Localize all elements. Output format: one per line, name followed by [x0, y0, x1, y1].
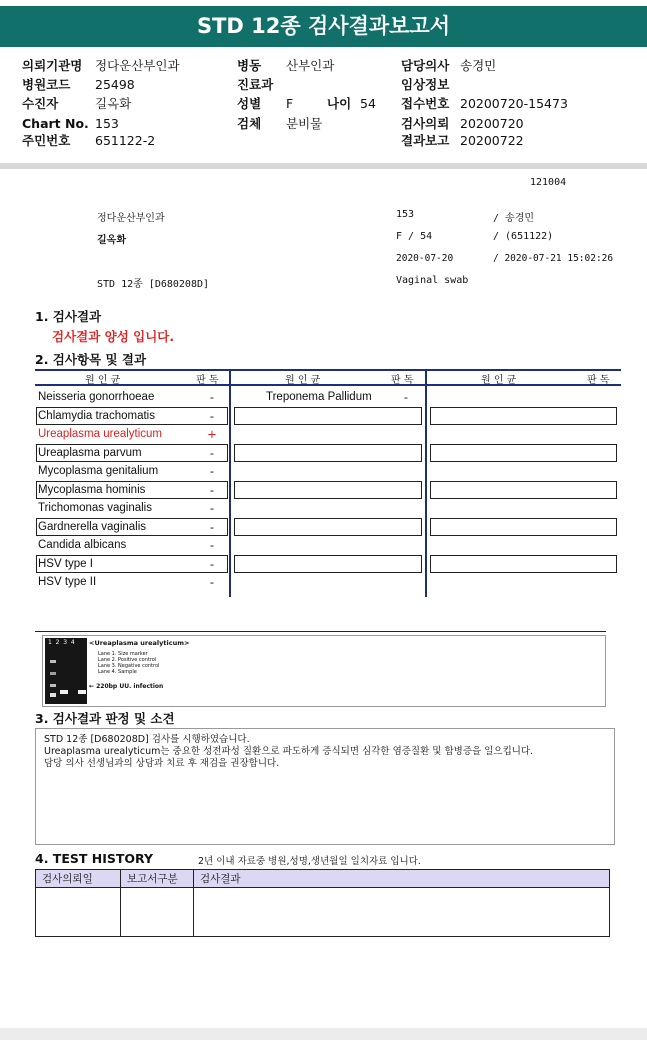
pathogen-result: - — [209, 575, 215, 589]
hospital-value: 정다운산부인과 — [95, 58, 180, 73]
receipt-label: 접수번호 — [401, 96, 450, 111]
history-header-row — [36, 870, 610, 888]
code-value: 25498 — [95, 77, 135, 92]
section4-title: 4. TEST HISTORY — [35, 851, 154, 866]
info-specimen: Vaginal swab — [396, 275, 469, 286]
column-divider-2 — [425, 369, 427, 597]
empty-result-box — [430, 481, 617, 499]
info-test: STD 12종 [D680208D] — [97, 279, 210, 290]
report-label: 결과보고 — [401, 133, 450, 148]
receipt-value: 20200720-15473 — [460, 96, 568, 111]
info-report-datetime: / 2020-07-21 15:02:26 — [493, 253, 614, 264]
history-table — [35, 869, 610, 937]
marker-band — [50, 693, 56, 697]
pathogen-result: - — [209, 519, 215, 534]
empty-result-box — [234, 407, 422, 425]
pathogen-name: Ureaplasma urealyticum — [38, 428, 162, 440]
empty-result-box — [430, 407, 617, 425]
report-id: 121004 — [530, 177, 567, 188]
pathogen-name: HSV type II — [38, 576, 97, 588]
gel-legend-line: Lane 2. Positive control — [98, 657, 157, 663]
pathogen-result: - — [209, 445, 215, 460]
report-value: 20200722 — [460, 133, 524, 148]
dept-label: 진료과 — [237, 77, 274, 92]
empty-result-box — [234, 555, 422, 573]
info-hospital: 정다운산부인과 — [97, 213, 165, 224]
gel-legend — [98, 651, 159, 675]
pathogen-result: - — [209, 556, 215, 571]
opinion-line: 담당 의사 선생님과의 상담과 치료 후 재검을 권장합니다. — [44, 758, 280, 769]
chart-value: 153 — [95, 116, 119, 131]
info-chart: 153 — [396, 209, 415, 220]
gel-arrow-label: ← 220bp UU. infection — [89, 683, 164, 690]
pathogen-name: Candida albicans — [38, 539, 127, 551]
gel-legend-line: Lane 4. Sample — [98, 669, 137, 675]
col1-pathogen-header: 원 인 균 — [85, 375, 121, 386]
marker-band — [50, 672, 56, 675]
empty-result-box — [430, 555, 617, 573]
pathogen-name: Mycoplasma genitalium — [38, 465, 159, 477]
request-value: 20200720 — [460, 116, 524, 131]
table-top-rule — [35, 369, 621, 371]
pathogen-result: - — [209, 408, 215, 423]
pathogen-result: - — [209, 464, 215, 478]
pathogen-name: Mycoplasma hominis — [38, 483, 146, 496]
specimen-value: 분비물 — [286, 116, 323, 131]
gel-legend-line: Lane 1. Size marker — [98, 651, 148, 657]
opinion-line: Ureaplasma urealyticum는 중요한 성전파성 질환으로 파도하게 증식되면 심각한 염증질환 및 합병증을 일으킵니다. — [44, 746, 534, 757]
marker-band — [50, 684, 56, 687]
request-label: 검사의뢰 — [401, 116, 450, 131]
col2-result-header: 판 독 — [391, 375, 414, 386]
patient-label: 수진자 — [22, 96, 59, 111]
sample-band — [78, 690, 86, 694]
empty-result-box — [234, 518, 422, 536]
empty-result-box — [234, 444, 422, 462]
info-request-date: 2020-07-20 — [396, 253, 454, 264]
info-doctor: / 송경민 — [493, 213, 535, 224]
history-row — [36, 888, 610, 937]
gel-legend-line: Lane 3. Negative control — [98, 663, 160, 669]
history-note: 2년 이내 자료중 병원,성명,생년월일 일치자료 입니다. — [198, 856, 421, 867]
pathogen-result: - — [209, 538, 215, 552]
age-label: 나이 — [327, 96, 352, 111]
gel-lanes-image — [45, 638, 87, 704]
empty-result-box — [430, 444, 617, 462]
empty-result-box — [234, 481, 422, 499]
pathogen-name: Chlamydia trachomatis — [38, 409, 155, 422]
clinical-label: 임상정보 — [401, 77, 450, 92]
info-birth: / (651122) — [493, 231, 554, 242]
ward-label: 병동 — [237, 58, 262, 73]
opinion-box — [35, 728, 615, 845]
age-value: 54 — [360, 96, 376, 111]
doctor-value: 송경민 — [460, 58, 497, 73]
pathogen-name: Ureaplasma parvum — [38, 446, 142, 459]
doctor-label: 담당의사 — [401, 58, 450, 73]
specimen-label: 검체 — [237, 116, 262, 131]
rrn-value: 651122-2 — [95, 133, 156, 148]
rrn-label: 주민번호 — [22, 133, 71, 148]
patient-value: 길옥화 — [95, 96, 132, 111]
history-col-report-type: 보고서구분 — [121, 870, 194, 888]
col2-pathogen-name: Treponema Pallidum — [266, 391, 372, 403]
section3-title: 3. 검사결과 판정 및 소견 — [35, 711, 175, 726]
section2-title: 2. 검사항목 및 결과 — [35, 352, 147, 367]
pathogen-result: - — [209, 390, 215, 404]
pathogen-name: Trichomonas vaginalis — [38, 502, 152, 514]
info-sex-age: F / 54 — [396, 231, 433, 242]
gel-lane-numbers: 1 2 3 4 — [48, 639, 75, 646]
gel-panel-rule — [35, 631, 606, 632]
opinion-line: STD 12종 [D680208D] 검사를 시행하였습니다. — [44, 734, 250, 745]
history-cell — [121, 888, 194, 937]
history-cell — [194, 888, 610, 937]
col3-result-header: 판 독 — [587, 375, 610, 386]
sex-label: 성별 — [237, 96, 262, 111]
code-label: 병원코드 — [22, 77, 71, 92]
history-col-request-date: 검사의뢰일 — [36, 870, 121, 888]
col3-pathogen-header: 원 인 균 — [481, 375, 517, 386]
col2-pathogen-result: - — [403, 390, 409, 404]
col1-result-header: 판 독 — [196, 375, 219, 386]
header-separator — [0, 163, 647, 169]
col2-pathogen-header: 원 인 균 — [285, 375, 321, 386]
history-cell — [36, 888, 121, 937]
empty-result-box — [430, 518, 617, 536]
ward-value: 산부인과 — [286, 58, 335, 73]
result-summary: 검사결과 양성 입니다. — [52, 329, 175, 344]
column-divider-1 — [229, 369, 231, 597]
pathogen-result: + — [207, 427, 217, 441]
pathogen-name: Neisseria gonorrhoeae — [38, 391, 155, 403]
history-col-result: 검사결과 — [194, 870, 610, 888]
pathogen-result: - — [209, 501, 215, 515]
hospital-label: 의뢰기관명 — [22, 58, 83, 73]
marker-band — [50, 660, 56, 663]
footer-bar — [0, 1028, 647, 1040]
chart-label: Chart No. — [22, 116, 89, 131]
pathogen-name: HSV type I — [38, 557, 93, 570]
section1-title: 1. 검사결과 — [35, 309, 102, 324]
sex-value: F — [286, 96, 294, 111]
table-header-rule — [35, 384, 621, 386]
pathogen-result: - — [209, 482, 215, 497]
report-title: STD 12종 검사결과보고서 — [0, 6, 647, 47]
positive-control-band — [60, 690, 68, 694]
info-patient: 길옥화 — [97, 235, 126, 246]
pathogen-name: Gardnerella vaginalis — [38, 520, 147, 533]
gel-electrophoresis-image — [42, 635, 606, 707]
gel-title: <Ureaplasma urealyticum> — [89, 639, 190, 647]
